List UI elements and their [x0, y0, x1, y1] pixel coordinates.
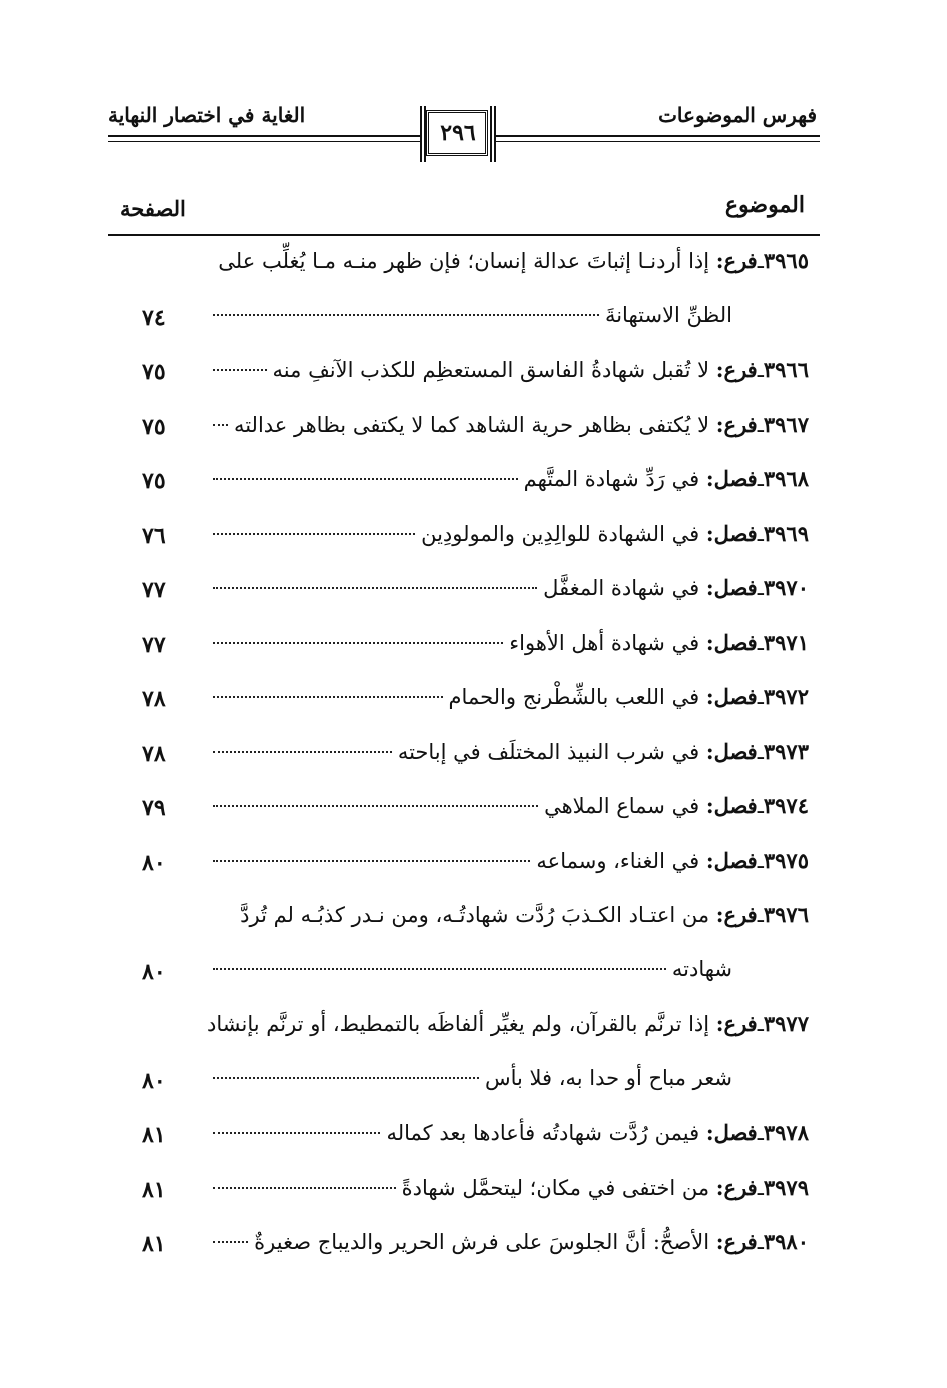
entry-space	[709, 249, 716, 273]
entry-page-number: ٨٠	[142, 849, 166, 876]
entry-number: ٣٩٧٩	[763, 1174, 809, 1200]
toc-entry-continuation	[207, 303, 732, 327]
entry-page-number: ٧٩	[142, 795, 166, 821]
entry-text: في سماع الملاهي	[544, 794, 700, 818]
leader-dots	[213, 424, 228, 426]
toc-entry-continuation	[207, 1066, 732, 1090]
entry-dash: ـ	[757, 467, 764, 491]
entry-number: ٣٩٧٦	[763, 902, 809, 927]
entry-kind: فرع:	[715, 357, 758, 382]
entry-number: ٣٩٧٢	[763, 684, 809, 709]
leader-dots	[213, 642, 503, 644]
entry-dash: ـ	[757, 412, 764, 437]
leader-dots	[213, 751, 392, 753]
entry-text-cont: شعر مباح أو حدا به، فلا بأس	[484, 1065, 732, 1090]
entry-space	[699, 849, 706, 873]
entry-page-number: ٧٦	[142, 522, 166, 549]
entry-number: ٣٩٦٨	[763, 466, 809, 491]
entry-dash: ـ	[757, 903, 764, 927]
page-number-frame	[420, 106, 496, 162]
entry-dash: ـ	[757, 630, 764, 655]
entry-dash: ـ	[757, 848, 764, 873]
leader-dots	[213, 314, 599, 316]
toc-entry-line	[207, 739, 809, 764]
entry-space	[709, 1176, 716, 1200]
entry-page-number: ٧٧	[142, 631, 166, 658]
entry-text: في الشهادة للوالِدِين والمولودِين	[421, 521, 700, 546]
entry-dash: ـ	[757, 1012, 764, 1036]
entry-space	[699, 631, 706, 655]
entry-kind: فرع:	[715, 902, 758, 927]
entry-number: ٣٩٦٧	[763, 411, 809, 437]
entry-kind: فصل:	[705, 793, 758, 818]
toc-entry-line	[207, 575, 809, 600]
entry-space	[709, 413, 716, 437]
entry-dash: ـ	[757, 249, 764, 273]
entry-text-cont: شهادته	[671, 956, 732, 981]
entry-text: الأصحُّ: أنَّ الجلوسَ على فرش الحرير والديباج صغيرةٌ	[254, 1230, 710, 1254]
entry-space	[699, 522, 706, 546]
entry-kind: فرع:	[715, 411, 758, 437]
entry-number: ٣٩٧٣	[763, 738, 809, 764]
leader-dots	[213, 1132, 380, 1134]
entry-kind: فصل:	[705, 684, 758, 709]
entry-dash: ـ	[757, 739, 764, 764]
entry-page-number: ٨٠	[142, 1067, 166, 1094]
entry-dash: ـ	[757, 521, 764, 546]
toc-entry-line	[207, 1175, 809, 1200]
toc-entry-line	[207, 1229, 809, 1254]
toc-entry-line	[207, 848, 809, 873]
toc-entry-continuation	[207, 957, 732, 981]
entry-page-number: ٧٨	[142, 686, 166, 712]
entry-number: ٣٩٧١	[763, 629, 809, 655]
running-header-section-title: فهرس الموضوعات	[658, 103, 817, 127]
entry-space	[699, 740, 706, 764]
entry-text: إذا ترنَّم بالقرآن، ولم يغيِّر ألفاظَه بالتمطيط، أو ترنَّم بإنشاد	[207, 1012, 710, 1036]
entry-number: ٣٩٦٦	[763, 357, 809, 382]
toc-entry-line	[207, 793, 809, 818]
entry-text: في شرب النبيذ المختلَف في إباحته	[397, 739, 700, 764]
entry-kind: فرع:	[715, 1011, 758, 1036]
entry-kind: فصل:	[705, 629, 758, 655]
entry-page-number: ٨١	[142, 1231, 166, 1257]
entry-text: في رَدِّ شهادة المتَّهم	[523, 467, 700, 491]
entry-kind: فرع:	[715, 1174, 758, 1200]
entry-text: من اعتـاد الكـذبَ رُدَّت شهادتُـه، ومن نـدر كذبُـه لم تُردَّ	[240, 903, 710, 927]
column-heading-rule	[108, 234, 820, 236]
leader-dots	[213, 696, 443, 698]
entry-number: ٣٩٧٨	[763, 1120, 809, 1145]
leader-dots	[213, 968, 666, 970]
entry-dash: ـ	[757, 1175, 764, 1200]
entry-text-cont: الظنِّ الاستهانةَ	[604, 302, 732, 327]
toc-entry-line	[207, 684, 809, 709]
toc-entry-line	[207, 630, 809, 655]
entry-space	[709, 358, 716, 382]
entry-page-number: ٧٨	[142, 740, 166, 767]
leader-dots	[213, 478, 518, 480]
entry-space	[699, 1121, 706, 1145]
toc-entry-line	[207, 1011, 809, 1036]
entry-space	[709, 1230, 716, 1254]
entry-kind: فصل:	[705, 466, 758, 491]
leader-dots	[213, 1241, 248, 1243]
entry-space	[709, 1012, 716, 1036]
leader-dots	[213, 369, 267, 371]
entry-text: فيمن رُدَّت شهادتُه فأعادها بعد كماله	[386, 1121, 700, 1145]
toc-entry-line	[207, 466, 809, 491]
entry-number: ٣٩٧٤	[763, 793, 809, 818]
toc-entry-line	[207, 902, 809, 927]
entry-space	[699, 794, 706, 818]
entry-number: ٣٩٦٥	[763, 248, 809, 273]
entry-page-number: ٨١	[142, 1122, 166, 1148]
toc-entry-line	[207, 1120, 809, 1145]
entry-dash: ـ	[757, 1230, 764, 1254]
entry-dash: ـ	[757, 1121, 764, 1145]
entry-page-number: ٧٥	[142, 413, 166, 440]
leader-dots	[213, 587, 537, 589]
entry-space	[709, 903, 716, 927]
leader-dots	[213, 1187, 396, 1189]
entry-text: من اختفى في مكان؛ ليتحمَّل شهادةً	[401, 1175, 710, 1200]
toc-entry-line	[207, 248, 809, 273]
column-heading-topic: الموضوع	[724, 192, 805, 218]
entry-kind: فرع:	[715, 1229, 758, 1254]
entry-kind: فصل:	[705, 575, 758, 600]
entry-dash: ـ	[757, 685, 764, 709]
leader-dots	[213, 860, 530, 862]
entry-number: ٣٩٧٥	[763, 847, 809, 873]
entry-kind: فرع:	[715, 248, 758, 273]
page-number: ٢٩٦	[440, 120, 476, 146]
entry-number: ٣٩٨٠	[763, 1229, 809, 1254]
entry-number: ٣٩٧٠	[763, 575, 809, 600]
entry-text: في الغناء، وسماعه	[536, 848, 700, 873]
entry-text: إذا أردنـا إثباتَ عدالة إنسان؛ فإن ظهر منـه مـا يُغلِّب على	[218, 249, 710, 273]
entry-dash: ـ	[757, 794, 764, 818]
entry-kind: فصل:	[705, 738, 758, 764]
leader-dots	[213, 533, 415, 535]
entry-page-number: ٧٥	[142, 359, 166, 385]
running-header-book-title: الغاية في اختصار النهاية	[108, 103, 306, 127]
entry-space	[699, 467, 706, 491]
toc-entry-line	[207, 412, 809, 437]
entry-kind: فصل:	[705, 520, 758, 546]
toc-entry-line	[207, 521, 809, 546]
entry-space	[699, 685, 706, 709]
entry-page-number: ٧٤	[142, 304, 166, 331]
entry-page-number: ٧٧	[142, 577, 166, 603]
entry-text: لا يُكتفى بظاهر حرية الشاهد كما لا يكتفى بظاهر عدالته	[233, 412, 710, 437]
leader-dots	[213, 805, 538, 807]
entry-text: لا تُقبل شهادةُ الفاسق المستعظِم للكذب الآنفِ منه	[272, 358, 710, 382]
entry-number: ٣٩٦٩	[763, 520, 809, 546]
entry-page-number: ٧٥	[142, 468, 166, 494]
leader-dots	[213, 1077, 479, 1079]
entry-text: في اللعب بالشِّطْرنج والحمام	[448, 685, 700, 709]
entry-dash: ـ	[757, 576, 764, 600]
entry-number: ٣٩٧٧	[763, 1011, 809, 1036]
entry-page-number: ٨١	[142, 1176, 166, 1203]
entry-dash: ـ	[757, 358, 764, 382]
entry-kind: فصل:	[705, 847, 758, 873]
toc-entry-line	[207, 357, 809, 382]
entry-kind: فصل:	[705, 1120, 758, 1145]
entry-space	[699, 576, 706, 600]
column-heading-page: الصفحة	[120, 196, 186, 221]
entry-page-number: ٨٠	[142, 958, 166, 985]
entry-text: في شهادة أهل الأهواء	[509, 630, 700, 655]
entry-text: في شهادة المغفَّل	[543, 576, 700, 600]
